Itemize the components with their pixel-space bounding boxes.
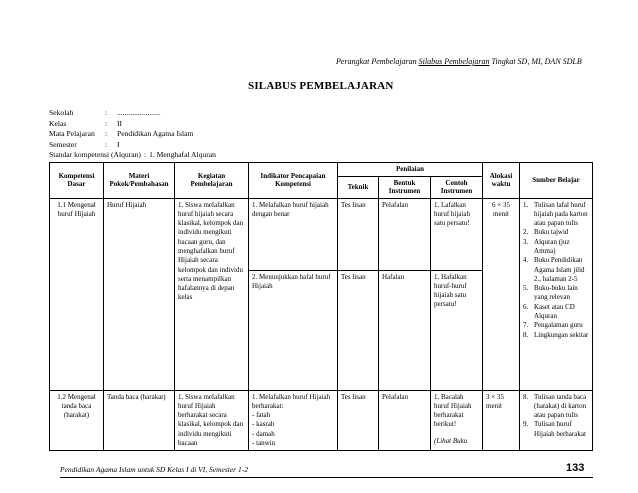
indikator-line: - fatah xyxy=(252,411,271,420)
list-text: Pengalaman guru xyxy=(534,321,583,330)
running-header-link: Silabus Pembelajaran xyxy=(418,57,490,66)
list-item xyxy=(523,201,589,229)
list-number: 5. xyxy=(523,284,529,293)
list-text: Tulisan tanda baca (harakat) di karton atau papan tulis xyxy=(534,392,587,420)
list-item xyxy=(523,284,589,303)
header-bentuk: Bentuk Instrumen xyxy=(379,176,431,198)
list-number: 7. xyxy=(523,321,529,330)
list-text: Buku-buku lain yang relevan xyxy=(534,284,578,302)
cell-alokasi: 6 × 35 menit xyxy=(483,198,520,390)
cell-contoh: 1. Hafalkan huruf-huruf hijaiah satu persatu! xyxy=(431,270,483,390)
meta-value: ....................... xyxy=(117,108,161,117)
cell-indikator: 1. Melafalkan huruf hijaiah dengan benar xyxy=(249,198,338,270)
list-item xyxy=(523,393,589,421)
cell-kegiatan: 1. Siswa melafalkan huruf Hijaiah berharakat secara klasikal, kelompok dan individu mengikuti bacaan xyxy=(175,390,249,451)
list-item xyxy=(523,420,589,439)
meta-mapel xyxy=(49,129,216,140)
header-sumber: Sumber Belajar xyxy=(520,163,593,199)
cell-indikator xyxy=(249,390,338,451)
cell-teknik: Tes lisan xyxy=(338,390,379,451)
meta-value: 1. Menghafal Alquran xyxy=(149,150,216,160)
table-header-row xyxy=(50,163,593,177)
cell-bentuk: Hafalan xyxy=(379,270,431,390)
cell-indikator: 2. Menunjukkan hafal huruf Hijaiah xyxy=(249,270,338,390)
cell-kompetensi-dasar: 1.2 Mengenal tanda baca (harakat) xyxy=(50,390,104,451)
meta-key: Semester xyxy=(49,139,77,149)
indikator-line: - damah xyxy=(252,429,275,438)
meta-value: I xyxy=(117,139,120,149)
list-number: 2. xyxy=(523,228,529,237)
meta-key: Kelas xyxy=(49,118,67,128)
header-materi: Materi Pokok/Pembahasan xyxy=(104,163,175,199)
header-indikator: Indikator Pencapaian Kompetensi xyxy=(249,163,338,199)
page-number: 133 xyxy=(566,462,585,474)
header-kegiatan: Kegiatan Pembelajaran xyxy=(175,163,249,199)
header-alokasi: Alokasi waktu xyxy=(483,163,520,199)
footer-rule xyxy=(60,477,593,478)
contoh-text: 1. Bacalah huruf Hijaiah berharakat berikut! xyxy=(434,392,472,429)
meta-key: Sekolah xyxy=(49,108,74,117)
list-item xyxy=(523,256,589,284)
list-text: Kaset atau CD Alquran xyxy=(534,302,575,321)
sumber-list xyxy=(523,201,589,340)
meta-key: Standar kompetensi (Alquran) xyxy=(49,150,141,160)
list-text: Lingkungan sekitar xyxy=(534,330,589,339)
indikator-line: - tanwin xyxy=(252,438,276,447)
table-row xyxy=(50,390,593,451)
list-number: 4. xyxy=(523,256,529,265)
meta-kelas xyxy=(49,119,216,130)
list-item xyxy=(523,331,589,340)
list-number: 6. xyxy=(523,302,529,311)
cell-teknik: Tes lisan xyxy=(338,198,379,270)
cell-sumber xyxy=(520,198,593,390)
list-item xyxy=(523,321,589,330)
cell-kegiatan: 1. Siswa melafalkan huruf hijaiah secara klasikal, kelompok dan individu mengikuti bacaan guru, dan menghafalkan huruf Hijaiah secara kelompok dan individu serta menampilkan hafalannya di depan kelas xyxy=(175,198,249,390)
list-number: 1. xyxy=(523,200,529,209)
indikator-line: 1. Melafalkan huruf Hijaiah berharakat: xyxy=(252,392,331,410)
meta-standar-kompetensi xyxy=(49,150,216,161)
meta-sekolah xyxy=(49,108,216,119)
cell-kompetensi-dasar: 1.1 Mengenal huruf Hijaiah xyxy=(50,198,104,390)
meta-sep: : xyxy=(105,118,108,128)
list-item xyxy=(523,303,589,322)
cell-sumber xyxy=(520,390,593,451)
running-header-prefix: Perangkat Pembelajaran xyxy=(336,57,419,66)
meta-sep: : xyxy=(105,108,108,117)
header-kompetensi-dasar: Kompetensi Dasar xyxy=(50,163,104,199)
running-header xyxy=(336,57,591,66)
cell-contoh: 1. Lafalkan huruf hijaiah satu persatu! xyxy=(431,198,483,270)
cell-bentuk: Pelafalan xyxy=(379,198,431,270)
indikator-line: - kasrah xyxy=(252,420,275,429)
meta-sep: : xyxy=(105,139,108,149)
list-item xyxy=(523,238,589,257)
page-title: SILABUS PEMBELAJARAN xyxy=(248,80,394,92)
list-text: Tulisan lafal huruf hijaiah pada karton atau papan tulis xyxy=(534,200,588,228)
list-item xyxy=(523,228,589,237)
meta-sep: : xyxy=(143,150,147,160)
list-number: 8. xyxy=(523,392,529,401)
list-text: Buku Pendidikan Agama Islam jilid 2., halaman 2-5 xyxy=(534,256,585,283)
syllabus-table xyxy=(49,162,593,451)
list-number: 9. xyxy=(523,420,529,429)
list-number: 3. xyxy=(523,237,529,246)
header-teknik: Teknik xyxy=(338,176,379,198)
header-penilaian: Penilaian xyxy=(338,163,483,177)
list-number: 8. xyxy=(523,330,529,339)
cell-bentuk: Pelafalan xyxy=(379,390,431,451)
sumber-list xyxy=(523,393,589,439)
contoh-note: (Lihat Buku xyxy=(434,436,468,445)
list-text: Buku tajwid xyxy=(534,228,569,237)
meta-key: Mata Pelajaran xyxy=(49,129,95,139)
meta-sep: : xyxy=(105,129,108,139)
list-text: Tulisan huruf Hijaiah berharakat xyxy=(534,420,586,438)
meta-value: Pendidikan Agama Islam xyxy=(117,129,194,139)
table-row xyxy=(50,198,593,270)
header-contoh: Contoh Instrumen xyxy=(431,176,483,198)
meta-semester xyxy=(49,140,216,151)
cell-materi: Tanda baca (harakat) xyxy=(104,390,175,451)
cell-materi: Huruf Hijaiah xyxy=(104,198,175,390)
cell-teknik: Tes lisan xyxy=(338,270,379,390)
running-header-suffix: Tingkat SD, MI, DAN SDLB xyxy=(489,57,582,66)
list-text: Alquran (juz Amma) xyxy=(534,237,570,255)
cell-contoh xyxy=(431,390,483,451)
footer-text: Pendidikan Agama Islam untuk SD Kelas I di VI, Semester 1-2 xyxy=(60,465,248,474)
syllabus-meta xyxy=(49,108,216,161)
cell-alokasi: 3 × 35 menit xyxy=(483,390,520,451)
meta-value: II xyxy=(117,118,123,128)
